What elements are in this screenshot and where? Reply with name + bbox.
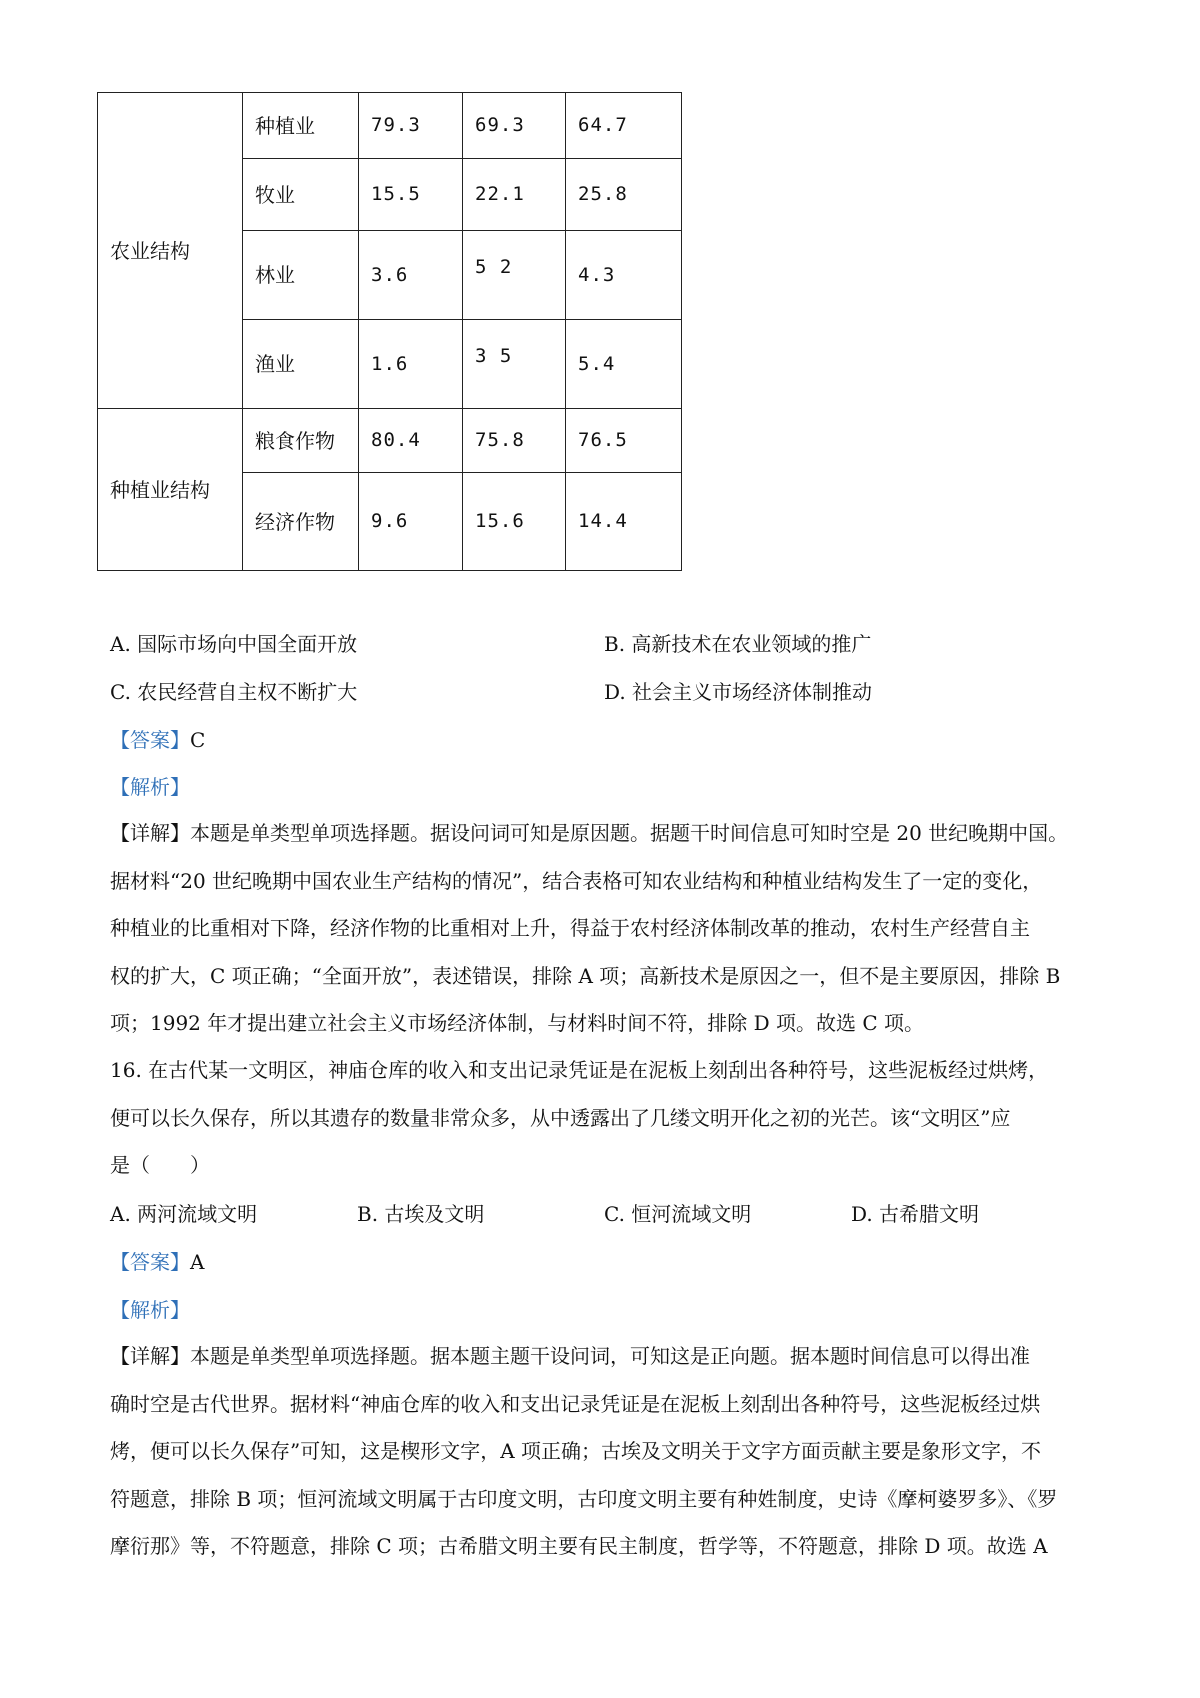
table-cell: 1.6 (359, 320, 463, 409)
table-cell: 4.3 (566, 231, 682, 320)
q15-detail (110, 810, 1096, 1048)
table-cell: 75.8 (463, 409, 566, 473)
detail-line: 【详解】本题是单类型单项选择题。据设问词可知是原因题。据题干时间信息可知时空是 20 世纪晚期中国。 (110, 821, 1069, 845)
group-cell-planting: 种植业结构 (98, 409, 243, 571)
table-row (98, 409, 682, 473)
detail-line: 种植业的比重相对下降，经济作物的比重相对上升，得益于农村经济体制改革的推动，农村生产经营自主 (110, 916, 1030, 940)
q15-option-d: D. 社会主义市场经济体制推动 (604, 680, 873, 704)
table-cell: 9.6 (359, 473, 463, 571)
row-label: 牧业 (243, 159, 359, 231)
stem-line: 16. 在古代某一文明区，神庙仓库的收入和支出记录凭证是在泥板上刻刮出各种符号，这些泥板经过烘烤， (110, 1058, 1049, 1082)
q16-stem (110, 1047, 1096, 1190)
row-label: 经济作物 (243, 473, 359, 571)
cell-value: 5 2 (475, 255, 513, 278)
q16-option-d: D. 古希腊文明 (851, 1202, 980, 1226)
table-cell (463, 320, 566, 409)
table-cell: 3.6 (359, 231, 463, 320)
q16-option-c: C. 恒河流域文明 (604, 1202, 752, 1226)
row-label: 粮食作物 (243, 409, 359, 473)
detail-line: 据材料“20 世纪晚期中国农业生产结构的情况”，结合表格可知农业结构和种植业结构发生了一定的变化， (110, 868, 1043, 893)
table-row (98, 93, 682, 159)
table-cell: 76.5 (566, 409, 682, 473)
q15-option-b: B. 高新技术在农业领域的推广 (604, 632, 872, 656)
answer-tag: 【答案】 (110, 728, 190, 752)
table-cell: 69.3 (463, 93, 566, 159)
answer-value: A (190, 1250, 205, 1274)
table-cell: 64.7 (566, 93, 682, 159)
q16-answer (110, 1248, 204, 1276)
stem-line: 便可以长久保存，所以其遗存的数量非常众多，从中透露出了几缕文明开化之初的光芒。该“文明区”应 (110, 1105, 1011, 1130)
agriculture-structure-table (97, 92, 682, 571)
cell-value: 3 5 (475, 344, 513, 367)
answer-tag: 【答案】 (110, 1250, 190, 1274)
q16-analysis-tag: 【解析】 (110, 1298, 190, 1322)
group-cell-agriculture: 农业结构 (98, 93, 243, 409)
detail-line: 确时空是古代世界。据材料“神庙仓库的收入和支出记录凭证是在泥板上刻刮出各种符号，这些泥板经过烘 (110, 1391, 1041, 1416)
q15-answer (110, 726, 205, 754)
detail-line: 权的扩大，C 项正确；“全面开放”，表述错误，排除 A 项；高新技术是原因之一，但不是主要原因，排除 B (110, 963, 1061, 988)
table-cell: 15.6 (463, 473, 566, 571)
table-cell (463, 231, 566, 320)
table-cell: 14.4 (566, 473, 682, 571)
q15-analysis-tag: 【解析】 (110, 775, 190, 799)
table-cell: 22.1 (463, 159, 566, 231)
table-cell: 80.4 (359, 409, 463, 473)
detail-line: 摩衍那》等，不符题意，排除 C 项；古希腊文明主要有民主制度，哲学等，不符题意，排除 D 项。故选 A (110, 1534, 1048, 1558)
table-cell: 79.3 (359, 93, 463, 159)
table-cell: 25.8 (566, 159, 682, 231)
row-label: 林业 (243, 231, 359, 320)
stem-line: 是（ ） (110, 1153, 210, 1177)
row-label: 渔业 (243, 320, 359, 409)
detail-line: 烤，便可以长久保存”可知，这是楔形文字，A 项正确；古埃及文明关于文字方面贡献主要是象形文字，不 (110, 1439, 1042, 1463)
table-cell: 5.4 (566, 320, 682, 409)
answer-value: C (190, 728, 206, 752)
q16-option-b: B. 古埃及文明 (357, 1202, 485, 1226)
detail-line: 项；1992 年才提出建立社会主义市场经济体制，与材料时间不符，排除 D 项。故选 C 项。 (110, 1011, 925, 1035)
table-cell: 15.5 (359, 159, 463, 231)
q16-detail (110, 1333, 1096, 1571)
detail-line: 【详解】本题是单类型单项选择题。据本题主题干设问词，可知这是正向题。据本题时间信息可以得出准 (110, 1344, 1030, 1368)
detail-line: 符题意，排除 B 项；恒河流域文明属于古印度文明，古印度文明主要有种姓制度，史诗《摩柯婆罗多》、《罗 (110, 1486, 1058, 1511)
q15-option-c: C. 农民经营自主权不断扩大 (110, 680, 358, 704)
q15-option-a: A. 国际市场向中国全面开放 (110, 632, 358, 656)
q16-option-a: A. 两河流域文明 (110, 1202, 258, 1226)
row-label: 种植业 (243, 93, 359, 159)
